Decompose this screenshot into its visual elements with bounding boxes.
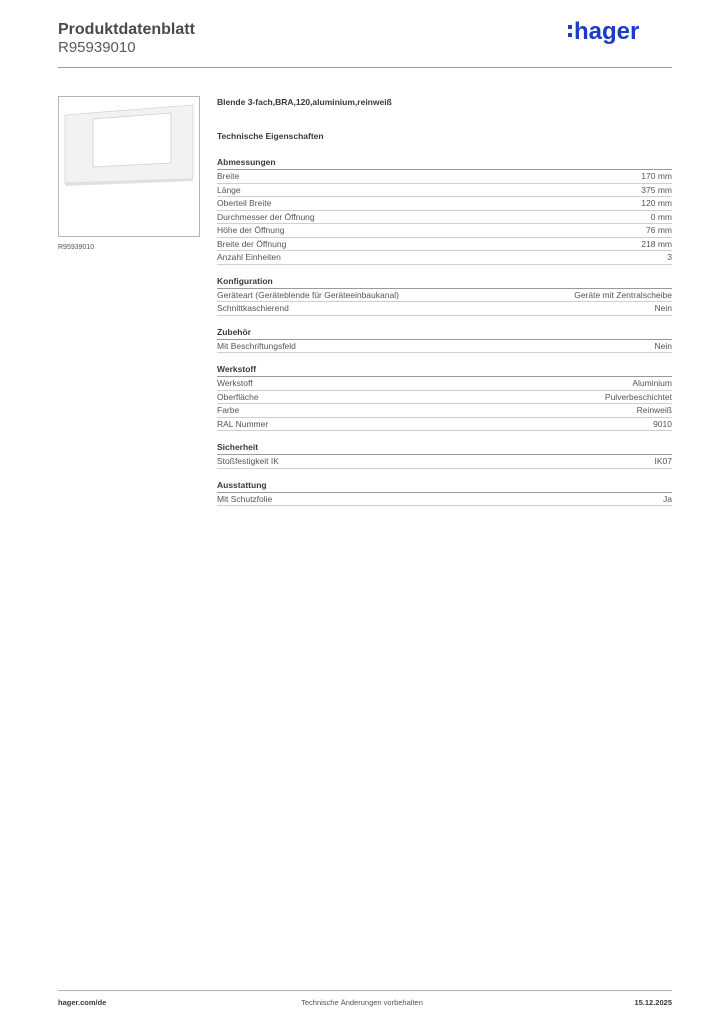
spec-row [217, 302, 672, 316]
spec-value: Pulverbeschichtet [604, 391, 672, 402]
spec-label: Farbe [217, 405, 240, 415]
spec-row [217, 377, 672, 391]
spec-value: 76 mm [646, 225, 672, 235]
product-image [58, 96, 200, 237]
spec-label: Oberteil Breite [217, 198, 272, 208]
spec-section [217, 442, 672, 469]
footer-notice: Technische Änderungen vorbehalten [301, 998, 423, 1007]
product-name: Blende 3-fach,BRA,120,aluminium,reinweiß [217, 97, 392, 107]
product-code: R95939010 [58, 39, 136, 56]
spec-value: 218 mm [641, 238, 672, 249]
section-title: Zubehör [217, 327, 672, 340]
spec-label: Breite der Öffnung [217, 238, 287, 249]
spec-label: Höhe der Öffnung [217, 225, 285, 235]
footer-date: 15.12.2025 [634, 998, 672, 1007]
tech-heading: Technische Eigenschaften [217, 131, 324, 141]
spec-label: Durchmesser der Öffnung [217, 211, 315, 222]
spec-value: IK07 [654, 456, 672, 466]
spec-value: 3 [667, 252, 672, 262]
spec-value: Nein [654, 340, 672, 351]
spec-row [217, 170, 672, 184]
section-title: Werkstoff [217, 364, 672, 377]
spec-label: Werkstoff [217, 378, 253, 388]
spec-value: Ja [663, 493, 672, 504]
spec-label: Schnittkaschierend [217, 303, 289, 313]
spec-label: Geräteart (Geräteblende für Geräteeinbaukanal) [217, 289, 399, 300]
spec-section [217, 327, 672, 354]
spec-section [217, 480, 672, 507]
spec-row [217, 184, 672, 198]
spec-row [217, 391, 672, 405]
spec-label: Länge [217, 184, 241, 195]
logo-text: hager [574, 18, 640, 45]
spec-section [217, 276, 672, 316]
spec-label: Mit Beschriftungsfeld [217, 340, 296, 351]
footer-divider [58, 990, 672, 991]
spec-label: Anzahl Einheiten [217, 252, 281, 262]
page-title: Produktdatenblatt [58, 21, 195, 38]
spec-row [217, 251, 672, 265]
footer-website[interactable]: hager.com/de [58, 998, 107, 1007]
spec-value: 375 mm [641, 184, 672, 195]
spec-sections [217, 157, 672, 506]
spec-label: Oberfläche [217, 391, 259, 402]
spec-row [217, 224, 672, 238]
hager-logo [566, 16, 666, 48]
spec-row [217, 493, 672, 507]
spec-value: Geräte mit Zentralscheibe [574, 289, 672, 300]
header-divider [58, 67, 672, 68]
spec-label: Stoßfestigkeit IK [217, 456, 279, 466]
image-caption: R95939010 [58, 244, 95, 251]
spec-section [217, 157, 672, 265]
spec-value: Nein [654, 303, 672, 313]
spec-value: 170 mm [641, 171, 672, 181]
spec-value: 0 mm [650, 211, 672, 222]
spec-label: Breite [217, 171, 240, 181]
spec-row [217, 340, 672, 354]
spec-row [217, 418, 672, 432]
spec-section [217, 364, 672, 431]
spec-value: 9010 [653, 418, 672, 429]
section-title: Abmessungen [217, 157, 672, 170]
spec-value: Aluminium [632, 378, 672, 388]
section-title: Ausstattung [217, 480, 672, 493]
spec-value: Reinweiß [636, 405, 672, 415]
spec-row [217, 238, 672, 252]
spec-row [217, 455, 672, 469]
section-title: Konfiguration [217, 276, 672, 289]
spec-row [217, 197, 672, 211]
spec-row [217, 404, 672, 418]
section-title: Sicherheit [217, 442, 672, 455]
spec-value: 120 mm [641, 198, 672, 208]
spec-row [217, 211, 672, 225]
spec-label: RAL Nummer [217, 418, 269, 429]
spec-row [217, 289, 672, 303]
spec-label: Mit Schutzfolie [217, 493, 273, 504]
spec-content [217, 97, 672, 506]
